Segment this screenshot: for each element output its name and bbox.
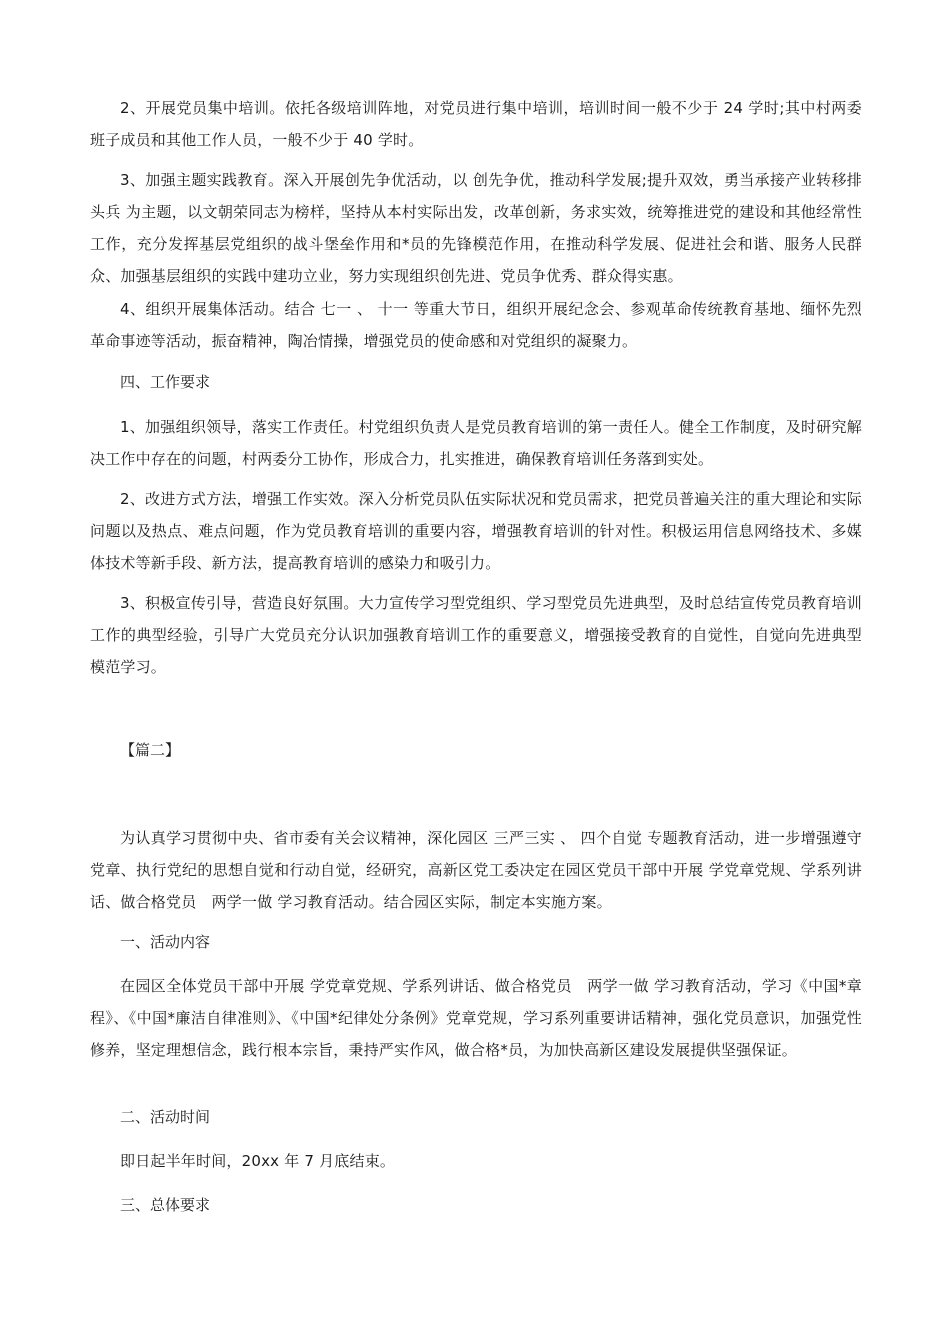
paragraph-activity-time: 即日起半年时间，20xx 年 7 月底结束。 (120, 1152, 396, 1170)
paragraph-training: 2、开展党员集中培训。依托各级培训阵地，对党员进行集中培训，培训时间一般不少于 24 学时;其中村两委班子成员和其他工作人员，一般不少于 40 学时。 (90, 99, 862, 149)
section-heading-work-requirements: 四、工作要求 (120, 373, 211, 391)
paragraph-organization-leadership: 1、加强组织领导，落实工作责任。村党组织负责人是党员教育培训的第一责任人。健全工作制度，及时研究解决工作中存在的问题，村两委分工协作，形成合力，扎实推进，确保教育培训任务落到实处。 (90, 418, 862, 468)
paragraph-intro: 为认真学习贯彻中央、省市委有关会议精神，深化园区 三严三实 、 四个自觉 专题教育活动，进一步增强遵守党章、执行党纪的思想自觉和行动自觉，经研究，高新区党工委决定在园区党员干部中开展 学党章党规、学系列讲话、做合格党员 两学一做 学习教育活动。结合园区实际，制定本实施方案。 (90, 829, 862, 911)
section-heading-activity-content: 一、活动内容 (120, 933, 211, 951)
paragraph-activity-content: 在园区全体党员干部中开展 学党章党规、学系列讲话、做合格党员 两学一做 学习教育活动，学习《中国*章程》、《中国*廉洁自律准则》、《中国*纪律处分条例》党章党规，学习系列重要讲话精神，强化党员意识，加强党性修养，坚定理想信念，践行根本宗旨，秉持严实作风，做合格*员，为加快高新区建设发展提供坚强保证。 (90, 977, 862, 1059)
paragraph-collective-activities: 4、组织开展集体活动。结合 七一 、 十一 等重大节日，组织开展纪念会、参观革命传统教育基地、缅怀先烈革命事迹等活动，振奋精神，陶冶情操，增强党员的使命感和对党组织的凝聚力。 (90, 300, 862, 350)
paragraph-publicity: 3、积极宣传引导，营造良好氛围。大力宣传学习型党组织、学习型党员先进典型，及时总结宣传党员教育培训工作的典型经验，引导广大党员充分认识加强教育培训工作的重要意义，增强接受教育的自觉性，自觉向先进典型模范学习。 (90, 594, 862, 676)
part-two-marker: 【篇二】 (120, 741, 181, 759)
section-heading-activity-time: 二、活动时间 (120, 1108, 211, 1126)
section-heading-general-requirements: 三、总体要求 (120, 1196, 211, 1214)
paragraph-improve-methods: 2、改进方式方法，增强工作实效。深入分析党员队伍实际状况和党员需求，把党员普遍关注的重大理论和实际问题以及热点、难点问题，作为党员教育培训的重要内容，增强教育培训的针对性。积极运用信息网络技术、多媒体技术等新手段、新方法，提高教育培训的感染力和吸引力。 (90, 490, 862, 572)
paragraph-practice-education: 3、加强主题实践教育。深入开展创先争优活动，以 创先争优，推动科学发展;提升双效，勇当承接产业转移排头兵 为主题，以文朝荣同志为榜样，坚持从本村实际出发，改革创新，务求实效，统筹推进党的建设和其他经常性工作，充分发挥基层党组织的战斗堡垒作用和*员的先锋模范作用，在推动科学发展、促进社会和谐、服务人民群众、加强基层组织的实践中建功立业，努力实现组织创先进、党员争优秀、群众得实惠。 (90, 171, 862, 285)
